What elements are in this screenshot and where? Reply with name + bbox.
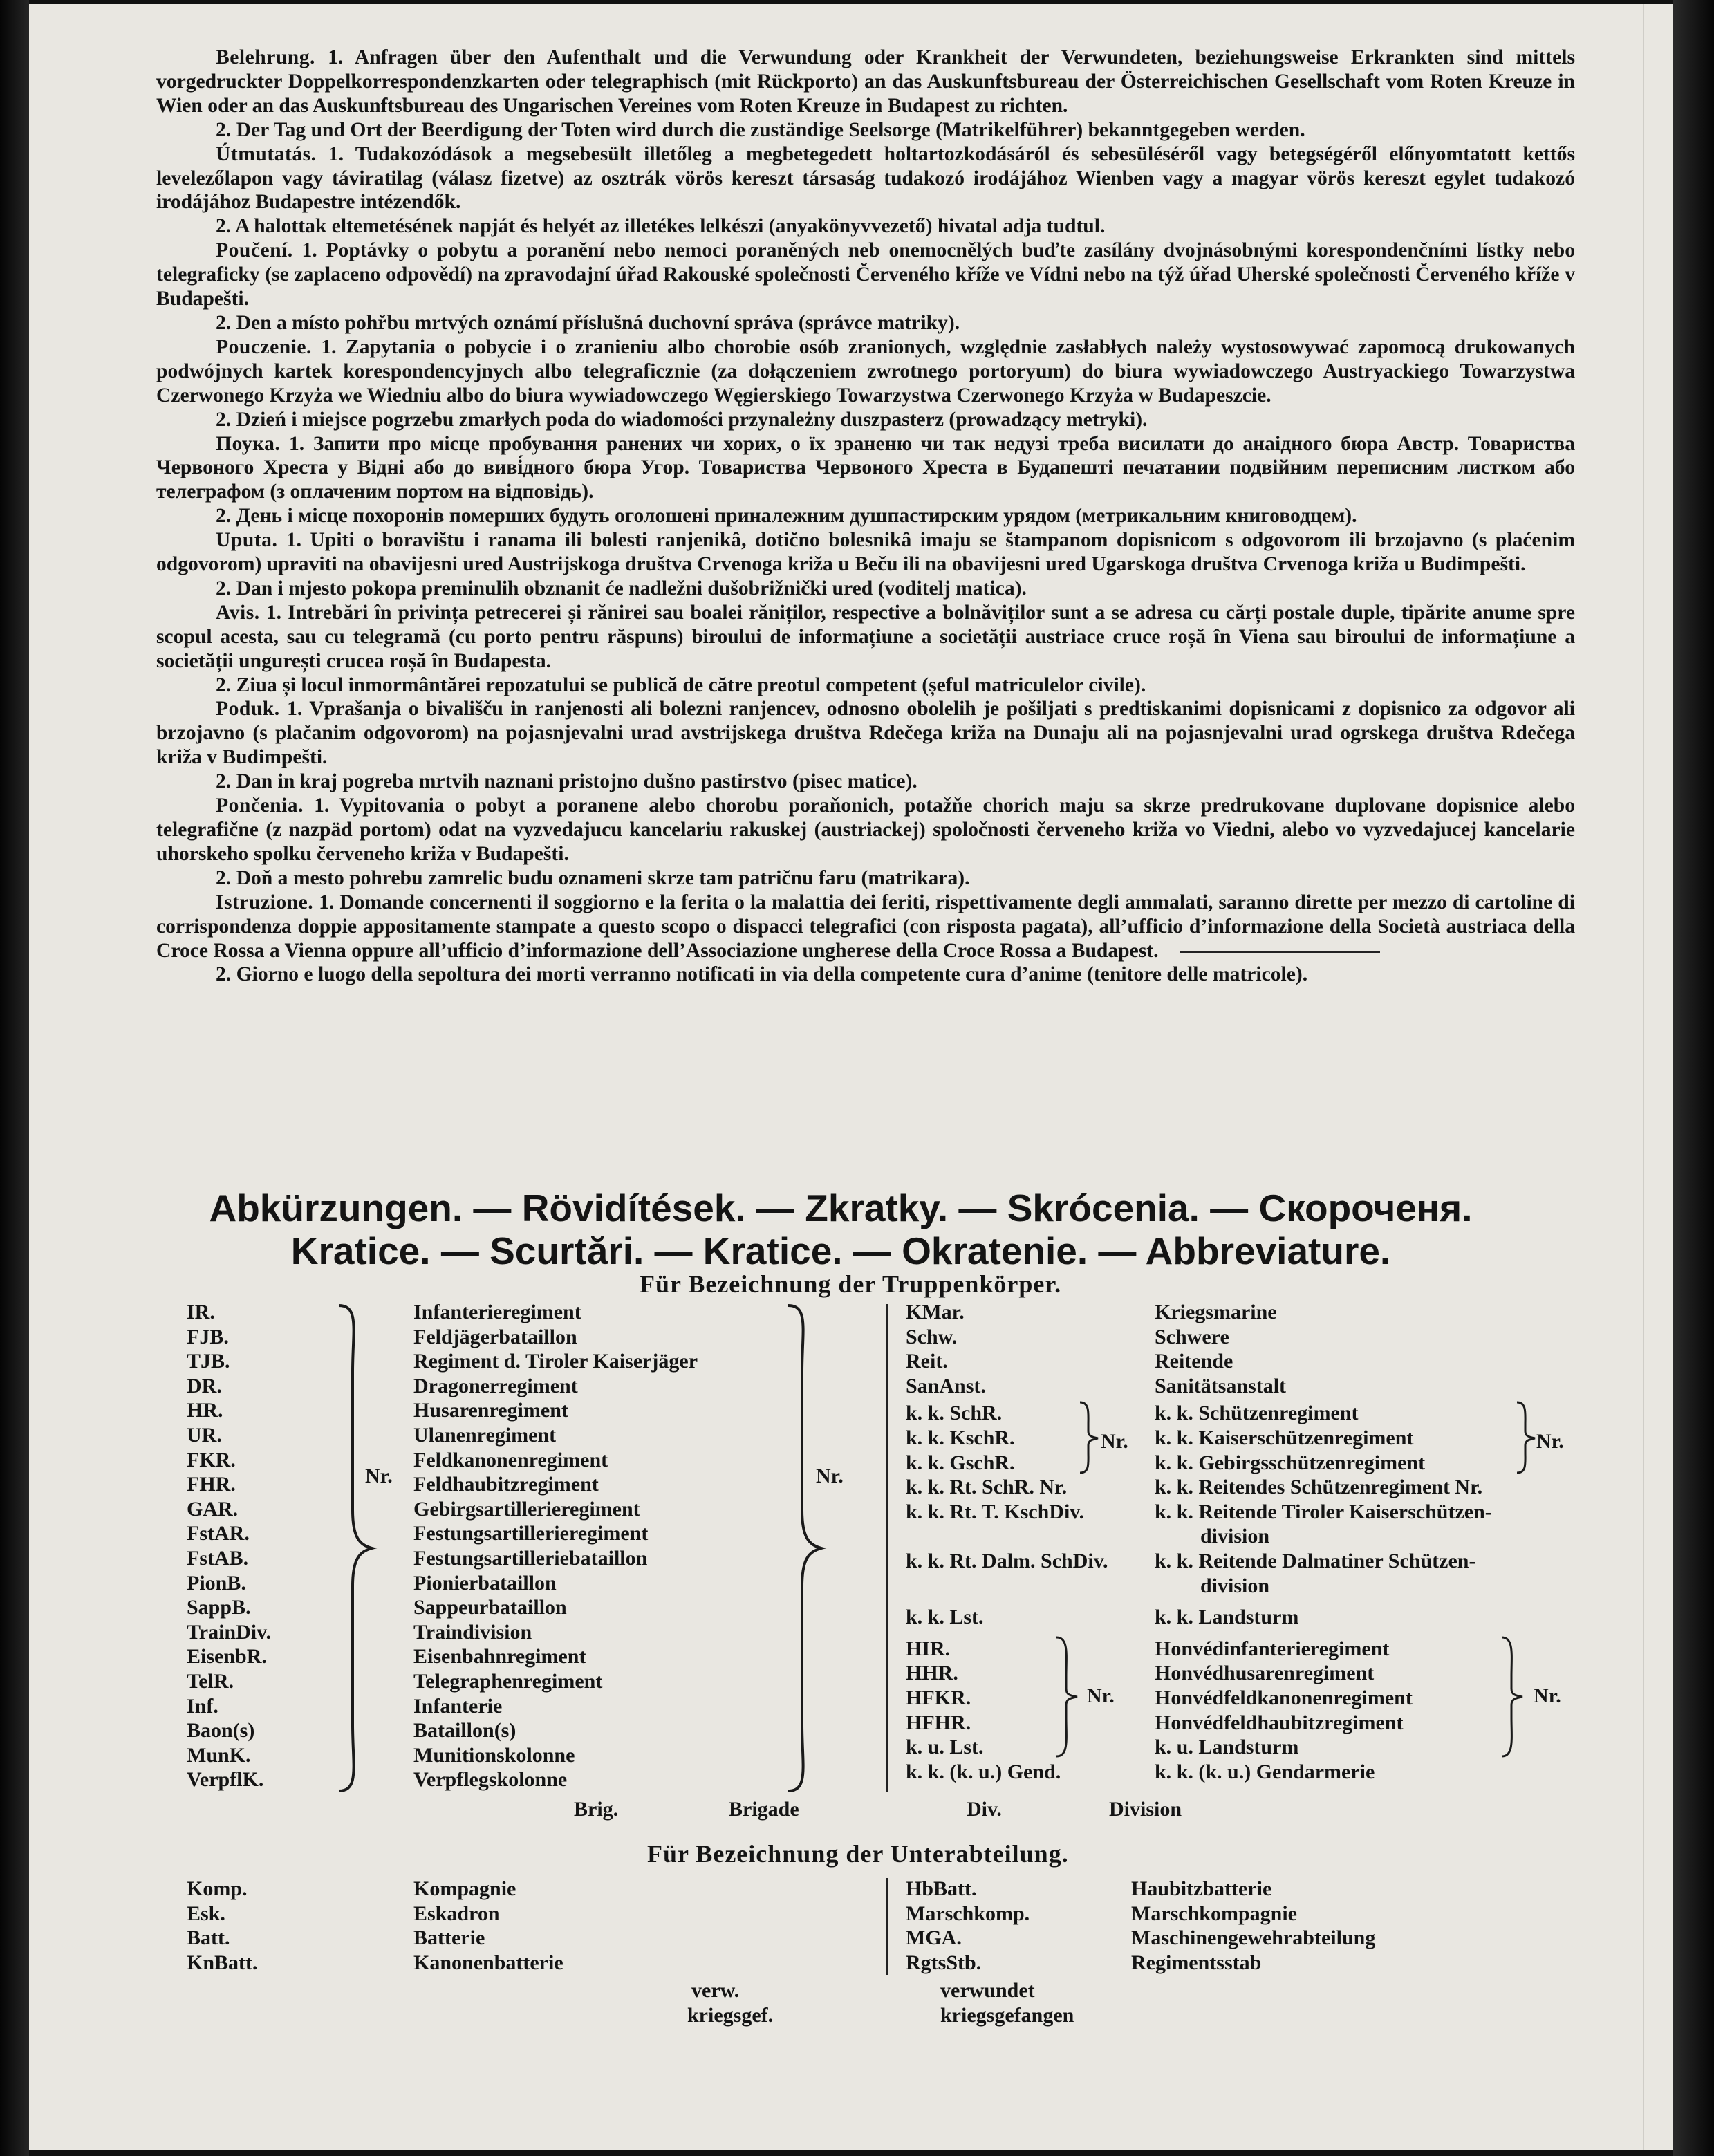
instruction-text: 2. Der Tag und Ort der Beerdigung der Toten wird durch die zuständige Seelsorge (Matrikelführer) bekanntgegeben werden.	[216, 118, 1305, 141]
troop-abbreviation: HR.	[187, 1399, 223, 1422]
troop-fullname: Infanterie	[413, 1694, 503, 1718]
instruction-text: 1. Poptávky o pobytu a poranění nebo nemoci poraněných neb onemocnělých buďte zasílány dvojnásobnými korespondenčními lístky nebo telegraficky (se zaplaceno odpovědí) na zpravodajní úřad Rakouské společnosti Červeného kříže ve Vídni nebo na týž úřad Uherské společnosti Červeného kříže v Budapešti.	[156, 239, 1575, 310]
instruction-paragraph	[156, 963, 1575, 987]
instruction-language-heading: Útmutatás.	[216, 142, 317, 165]
troop-fullname: Gebirgsartillerieregiment	[413, 1497, 640, 1521]
instruction-paragraph	[156, 335, 1575, 408]
instruction-text: 1. Intrebări în privința petrecerei și rănirei sau boalei răniților, respective a bolnăviților sunt a se adresa cu cărți postale duple, tipărite anume spre scopul acesta, sau cu telegramă (cu porto pentru răspuns) biroului de informațiune a societății austriace cruce roșă în Viena sau biroului de informațiune a societății ungurești crucea roșă în Budapesta.	[156, 601, 1575, 672]
division-abbreviation: Div.	[967, 1798, 1002, 1821]
instruction-language-heading: Istruzione.	[216, 891, 314, 913]
landwehr-fullname-continuation: division	[1200, 1525, 1270, 1548]
instruction-text: 2. День і місце похоронів померших будуть оголошені приналежним душпастирским урядом (метрикальним книговодцем).	[216, 505, 1357, 528]
troop-fullname: Munitionskolonne	[413, 1743, 575, 1767]
right-abbreviation: SanAnst.	[906, 1374, 986, 1397]
scan-left-edge	[0, 0, 29, 2156]
troop-fullname: Pionierbataillon	[413, 1571, 557, 1595]
instruction-text: 1. Upiti o boravištu i ranama ili bolesti ranjenikâ, dotično bolesnikâ imaju se štampanom dopisnicom s odgovorom ili brzojavno (s plaćenim odgovorom) upraviti na obavijesni ured Austrijskoga društva Crvenoga križa u Beču ili na obavijesni ured Ugarskoga društva Crvenoga križa u Budimpešti.	[156, 529, 1575, 576]
verwundet-fullname: verwundet	[940, 1979, 1035, 2002]
scan-right-edge	[1673, 0, 1714, 2156]
troop-abbreviation: DR.	[187, 1374, 222, 1397]
troop-abbreviation: UR.	[187, 1423, 222, 1447]
gendarmerie-abbreviation: k. k. (k. u.) Gend.	[906, 1760, 1061, 1783]
instruction-paragraph	[156, 577, 1575, 601]
right-fullname-list	[1155, 1300, 1492, 1784]
middle-brace-icon	[781, 1303, 830, 1794]
landwehr-abbreviation: k. k. Lst.	[906, 1606, 984, 1629]
honved-fullname: Honvédinfanterieregiment	[1155, 1637, 1390, 1660]
instruction-text: 2. Giorno e luogo della sepoltura dei morti verranno notificati in via della competente cura d’anime (tenitore delle matricole).	[216, 963, 1308, 986]
instruction-text: 2. A halottak eltemetésének napját és helyét az illetékes lelkészi (anyakönyvvezető) hivatal adja tudtul.	[216, 215, 1106, 238]
instruction-text: 2. Dzień i miejsce pogrzebu zmarłych poda do wiadomości przynależny duszpasterz (prowadzący metryki).	[216, 408, 1148, 431]
schuetzen-abbreviation: k. k. KschR.	[906, 1426, 1015, 1449]
instruction-paragraph	[156, 408, 1575, 432]
subunit-abbreviation: Komp.	[187, 1877, 248, 1900]
subunit-fullname: Eskadron	[413, 1902, 500, 1925]
honved-abbreviation: k. u. Lst.	[906, 1736, 984, 1759]
troop-fullname: Telegraphenregiment	[413, 1669, 603, 1693]
instruction-paragraph	[156, 673, 1575, 698]
honved-abbreviation: HFKR.	[906, 1686, 971, 1709]
landwehr-abbreviation: k. k. Rt. SchR. Nr.	[906, 1476, 1068, 1499]
honved-fullname-nr-label: Nr.	[1534, 1684, 1561, 1707]
subunit-fullname: Batterie	[413, 1926, 485, 1950]
honved-fullname: Honvédhusarenregiment	[1155, 1662, 1375, 1685]
instruction-text: 2. Den a místo pohřbu mrtvých oznámí příslušná duchovní správa (správce matriky).	[216, 311, 960, 334]
instruction-paragraph	[156, 697, 1575, 770]
page-fold-crease	[1643, 4, 1644, 2150]
middle-nr-label: Nr.	[816, 1465, 844, 1487]
instruction-paragraph	[156, 528, 1575, 577]
section-rule	[1180, 951, 1380, 953]
troop-fullname: Traindivision	[413, 1620, 532, 1644]
spacer	[906, 1598, 1108, 1605]
landwehr-fullname-continuation: division	[1200, 1574, 1270, 1597]
troop-fullname: Regiment d. Tiroler Kaiserjäger	[413, 1350, 698, 1373]
subunit-left-abbreviations	[187, 1877, 258, 1975]
honved-fullname: Honvédfeldhaubitzregiment	[1155, 1711, 1404, 1734]
troop-fullname: Dragonerregiment	[413, 1374, 578, 1397]
instruction-paragraph	[156, 794, 1575, 866]
troop-abbreviation: MunK.	[187, 1743, 251, 1767]
instruction-text: 1. Domande concernenti il soggiorno e la ferita o la malattia dei feriti, rispettivamente degli ammalati, saranno dirette per mezzo di cartoline di corrispondenza doppie appositamente stampate a questo scopo o dispacci telegrafici (con risposta pagata), all’ufficio d’informazione della Società austriaca della Croce Rossa a Vienna oppure all’ufficio d’informazione dell’Associazione ungherese della Croce Rossa a Budapest.	[156, 891, 1575, 962]
instruction-language-heading: Poduk.	[216, 698, 280, 721]
troop-fullname: Feldhaubitzregiment	[413, 1473, 599, 1496]
schuetzen-nr-label: Nr.	[1101, 1430, 1128, 1453]
right-abbreviation: Reit.	[906, 1350, 948, 1373]
instruction-language-heading: Belehrung.	[216, 46, 315, 68]
troop-abbreviation-list	[187, 1300, 271, 1792]
subunit-fullname: Maschinengewehrabteilung	[1131, 1926, 1376, 1950]
troop-abbreviation: FKR.	[187, 1448, 236, 1471]
instruction-paragraph	[156, 46, 1575, 118]
troop-fullname-list	[413, 1300, 698, 1792]
troop-fullname: Infanterieregiment	[413, 1301, 581, 1323]
troop-fullname: Ulanenregiment	[413, 1423, 557, 1447]
subunit-heading: Für Bezeichnung der Unterabteilung.	[647, 1840, 1069, 1868]
troop-abbreviation: Baon(s)	[187, 1719, 255, 1743]
troop-abbreviation: SappB.	[187, 1596, 251, 1619]
subunit-right-fullnames	[1131, 1877, 1375, 1975]
right-fullname: Schwere	[1155, 1325, 1229, 1348]
instruction-language-heading: Uputa.	[216, 529, 278, 552]
subunit-divider-line	[886, 1878, 888, 1975]
subunit-abbreviation: HbBatt.	[906, 1877, 977, 1900]
subunit-abbreviation: Marschkomp.	[906, 1902, 1030, 1925]
honved-abbreviation: HIR.	[906, 1637, 951, 1660]
spacer	[1155, 1598, 1492, 1605]
troop-fullname: Festungsartilleriebataillon	[413, 1546, 648, 1570]
troop-fullname: Verpflegskolonne	[413, 1768, 568, 1792]
kriegsgefangen-fullname: kriegsgefangen	[940, 2004, 1074, 2027]
subunit-right-abbreviations	[906, 1877, 1030, 1975]
brigade-fullname: Brigade	[729, 1798, 799, 1821]
troop-abbreviation: FstAR.	[187, 1522, 250, 1545]
subunit-abbreviation: Batt.	[187, 1926, 230, 1950]
instruction-paragraph	[156, 601, 1575, 673]
instruction-paragraph	[156, 891, 1575, 963]
subunit-fullname: Marschkompagnie	[1131, 1902, 1297, 1925]
troop-abbreviation: PionB.	[187, 1571, 246, 1595]
kriegsgefangen-abbreviation: kriegsgef.	[687, 2004, 774, 2027]
troop-abbreviation: TJB.	[187, 1350, 230, 1373]
instructions-block	[156, 46, 1575, 987]
troop-abbreviation: TrainDiv.	[187, 1620, 271, 1644]
subunit-fullname: Haubitzbatterie	[1131, 1877, 1272, 1900]
instruction-language-heading: Pončenia.	[216, 794, 304, 817]
schuetzen-fullname: k. k. Schützenregiment	[1155, 1402, 1359, 1425]
right-fullname: Reitende	[1155, 1350, 1233, 1373]
subunit-abbreviation: RgtsStb.	[906, 1951, 982, 1974]
troop-abbreviation: FHR.	[187, 1473, 236, 1496]
instruction-paragraph	[156, 214, 1575, 239]
subunit-fullname: Kanonenbatterie	[413, 1951, 563, 1974]
abbreviations-title-line-1: Abkürzungen. — Rövidítések. — Zkratky. — Skrócenia. — Скороченя.	[209, 1187, 1473, 1229]
instruction-paragraph	[156, 770, 1575, 794]
instruction-paragraph	[156, 118, 1575, 142]
instruction-text: 1. Anfragen über den Aufenthalt und die Verwundung oder Krankheit der Verwundeten, beziehungsweise Erkrankten sind mittels vorgedruckter Doppelkorrespondenzkarten oder telegraphisch (mit Rückporto) an das Auskunftsbureau der Österreichischen Gesellschaft vom Roten Kreuze in Wien oder an das Auskunftsbureau des Ungarischen Vereines vom Roten Kreuze in Budapest zu richten.	[156, 46, 1575, 117]
column-divider-line	[886, 1304, 888, 1792]
honved-fullname: Honvédfeldkanonenregiment	[1155, 1686, 1413, 1709]
landwehr-fullname: k. k. Reitende Dalmatiner Schützen-	[1155, 1549, 1476, 1572]
verwundet-abbreviation: verw.	[691, 1979, 740, 2002]
instruction-language-heading: Поука.	[216, 432, 281, 455]
honved-nr-label: Nr.	[1087, 1684, 1115, 1707]
troop-abbreviation: Inf.	[187, 1694, 218, 1718]
instruction-paragraph	[156, 239, 1575, 311]
subunit-abbreviation: Esk.	[187, 1902, 225, 1925]
instruction-language-heading: Pouczenie.	[216, 335, 312, 358]
instruction-text: 2. Dan in kraj pogreba mrtvih naznani pristojno dušno pastirstvo (pisec matice).	[216, 770, 917, 793]
instruction-text: 1. Vypitovania o pobyt a poranene alebo chorobu poraňonich, potažňe chorich maju sa skrze predrukovane duplovane dopisnice alebo telegrafične (z nazpäd portom) odat na vyzvedajucu kancelariu rakuskej (austriackej) spoločnosti červeneho križa vo Viedni, alebo vo vyzvedajucej kancelarie uhorskeho spolku červeneho križa v Budapešti.	[156, 794, 1575, 865]
left-brace-icon	[332, 1303, 380, 1794]
brigade-abbreviation: Brig.	[574, 1798, 619, 1821]
instruction-language-heading: Poučení.	[216, 239, 293, 262]
subunit-abbreviation: KnBatt.	[187, 1951, 258, 1974]
troops-heading: Für Bezeichnung der Truppenkörper.	[640, 1270, 1062, 1298]
abbreviations-title	[156, 1187, 1525, 1272]
troop-fullname: Husarenregiment	[413, 1399, 568, 1422]
honved-fullname: k. u. Landsturm	[1155, 1736, 1299, 1759]
troop-abbreviation: EisenbR.	[187, 1645, 267, 1669]
landwehr-abbreviation: k. k. Rt. Dalm. SchDiv.	[906, 1549, 1108, 1572]
instruction-paragraph	[156, 432, 1575, 505]
division-fullname: Division	[1109, 1798, 1182, 1821]
schuetzen-fullname: k. k. Gebirgsschützenregiment	[1155, 1451, 1426, 1474]
troop-abbreviation: IR.	[187, 1301, 215, 1323]
troop-fullname: Feldkanonenregiment	[413, 1448, 608, 1471]
right-abbreviation: Schw.	[906, 1325, 958, 1348]
landwehr-fullname: k. k. Landsturm	[1155, 1606, 1299, 1629]
spacer	[1155, 1630, 1492, 1637]
subunit-abbreviation: MGA.	[906, 1926, 962, 1950]
right-fullname: Sanitätsanstalt	[1155, 1374, 1287, 1397]
landwehr-fullname: k. k. Reitendes Schützenregiment Nr.	[1155, 1476, 1483, 1499]
schuetzen-fullname-nr-label: Nr.	[1536, 1430, 1564, 1453]
instruction-text: 1. Tudakozódások a megsebesült illetőleg a megbetegedett holtartozkodásáról és sebesüléséről vagy betegségéről előnyomtatott kettős levelezőlapon vagy táviratilag (válasz fizetve) az osztrák vörös kereszt társaság tudakozó irodájához Wienben vagy a magyar vörös kereszt egylet tudakozó irodájához Budapestre intézendők.	[156, 142, 1575, 214]
troop-abbreviation: GAR.	[187, 1497, 239, 1521]
spacer	[906, 1524, 1108, 1549]
instruction-text: 2. Ziua și locul inmormântărei repozatului se publică de către preotul competent (șeful matriculelor civile).	[216, 673, 1146, 696]
troop-fullname: Sappeurbataillon	[413, 1596, 567, 1619]
instruction-paragraph	[156, 142, 1575, 215]
instruction-paragraph	[156, 504, 1575, 528]
abbreviations-title-line-2: Kratice. — Scurtări. — Kratice. — Okratenie. — Abbreviature.	[290, 1229, 1391, 1272]
schuetzen-abbreviation: k. k. SchR.	[906, 1402, 1003, 1425]
right-abbreviation: KMar.	[906, 1301, 965, 1323]
troop-fullname: Festungsartillerieregiment	[413, 1522, 649, 1545]
instruction-text: 1. Запити про місце пробування ранених чи хорих, о їх зраненю чи так недузі треба висилати до анаідного бюра Австр. Товариства Червоного Хреста у Відні або до виві́дного бюра Угор. Товариства Червоного Хреста в Будапешті печатании подвійним переписним листком або телеграфом (з оплаченим портом на відповідь).	[156, 432, 1575, 503]
instruction-paragraph	[156, 866, 1575, 891]
landwehr-abbreviation: k. k. Rt. T. KschDiv.	[906, 1500, 1085, 1523]
instruction-language-heading: Avis.	[216, 601, 260, 624]
subunit-left-fullnames	[413, 1877, 563, 1975]
troop-abbreviation: VerpflK.	[187, 1768, 264, 1792]
instruction-text: 2. Dan i mjesto pokopa preminulih obznanit će nadležni dušobrižnički ured (voditelj matica).	[216, 577, 1027, 600]
instruction-text: 2. Doň a mesto pohrebu zamrelic budu oznameni skrze tam patričnu faru (matrikara).	[216, 866, 970, 889]
instruction-paragraph	[156, 311, 1575, 335]
troop-abbreviation: TelR.	[187, 1669, 234, 1693]
honved-brace-icon	[1054, 1635, 1084, 1759]
troop-abbreviation: FJB.	[187, 1325, 229, 1348]
instruction-text: 1. Vprašanja o bivališču in ranjenosti ali bolezni ranjencev, odnosno obolelih je pošiljati s predtiskanimi dopisnicami z dopisnico za odgovor ali brzojavno (s plačanim odgovorom) na pojasnjevalni urad avstrijskega društva Rdečega križa na Dunaju ali na pojasnjevalni urad ogrskega društva Rdečega križa v Budimpešti.	[156, 698, 1575, 769]
troop-fullname: Bataillon(s)	[413, 1719, 516, 1743]
honved-fullname-brace-icon	[1499, 1635, 1529, 1759]
troop-fullname: Feldjägerbataillon	[413, 1325, 577, 1348]
left-nr-label: Nr.	[365, 1465, 393, 1487]
right-fullname: Kriegsmarine	[1155, 1301, 1277, 1323]
subunit-fullname: Kompagnie	[413, 1877, 516, 1900]
troop-abbreviation: FstAB.	[187, 1546, 249, 1570]
subunit-fullname: Regimentsstab	[1131, 1951, 1262, 1974]
honved-abbreviation: HFHR.	[906, 1711, 971, 1734]
landwehr-fullname: k. k. Reitende Tiroler Kaiserschützen-	[1155, 1500, 1492, 1523]
schuetzen-abbreviation: k. k. GschR.	[906, 1451, 1015, 1474]
gendarmerie-fullname: k. k. (k. u.) Gendarmerie	[1155, 1760, 1375, 1783]
troop-fullname: Eisenbahnregiment	[413, 1645, 586, 1669]
honved-abbreviation: HHR.	[906, 1662, 958, 1685]
spacer	[906, 1574, 1108, 1599]
instruction-text: 1. Zapytania o pobycie i o zranieniu albo chorobie osób zranionych, względnie zasłabłych należy wystosowywać zapomocą drukowanych podwójnych kartek korespondencyjnych albo telegraficznie (za dołączeniem zwrotnego portoryum) do biura wywiadowczego Austryackiego Towarzystwa Czerwonego Krzyża we Wiedniu albo do biura wywiadowczego Węgierskiego Towarzystwa Czerwonego Krzyża w Budapeszcie.	[156, 335, 1575, 407]
schuetzen-fullname: k. k. Kaiserschützenregiment	[1155, 1426, 1414, 1449]
